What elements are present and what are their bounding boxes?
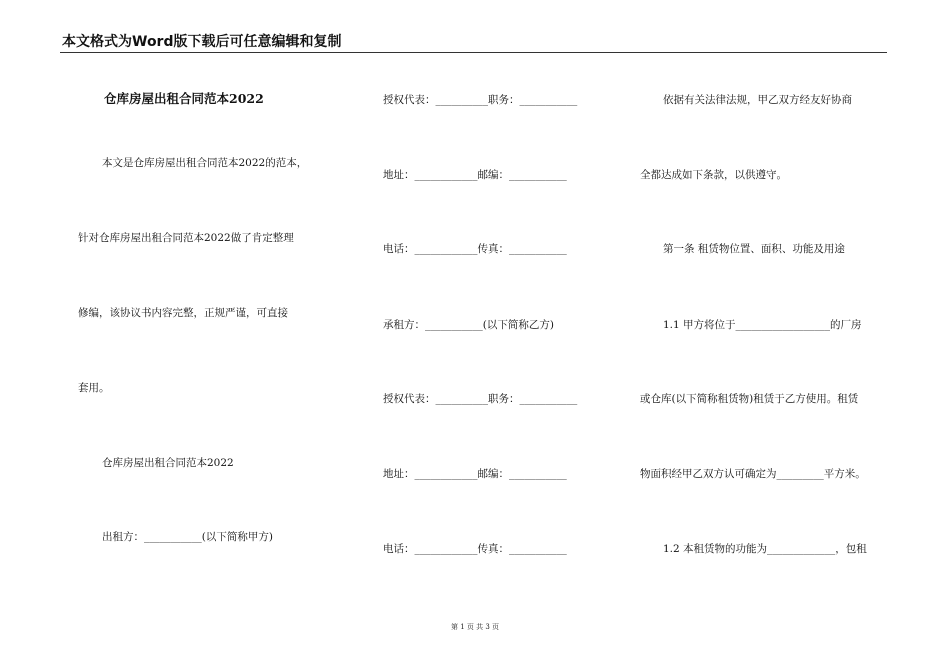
right-text-line: 物面积经甲乙双方认可确定为_________平方米。	[640, 468, 866, 480]
left-text-line: 仓库房屋出租合同范本2022	[102, 457, 234, 469]
left-text-line: 套用。	[78, 382, 110, 394]
right-text-line: 或仓库(以下简称租赁物)租赁于乙方使用。租赁	[640, 393, 859, 405]
middle-text-line: 授权代表：__________职务：___________	[383, 393, 578, 405]
left-text-line: 针对仓库房屋出租合同范本2022做了肯定整理	[78, 232, 294, 244]
right-text-line: 依据有关法律法规，甲乙双方经友好协商	[663, 94, 852, 106]
middle-text-line: 承租方：___________(以下简称乙方)	[383, 319, 554, 331]
middle-text-line: 授权代表：__________职务：___________	[383, 94, 578, 106]
left-text-line: 本文是仓库房屋出租合同范本2022的范本，	[102, 157, 308, 169]
right-text-line: 1.1 甲方将位于__________________的厂房	[663, 319, 862, 331]
left-text-line: 修编，该协议书内容完整，正规严谨，可直接	[78, 307, 288, 319]
header-divider	[60, 52, 887, 53]
page-header-title: 本文格式为Word版下载后可任意编辑和复制	[62, 34, 342, 50]
left-text-line: 出租方：___________(以下简称甲方)	[102, 531, 273, 543]
middle-text-line: 地址：____________邮编：___________	[383, 468, 567, 480]
page-number: 第 1 页 共 3 页	[450, 623, 500, 631]
right-text-line: 1.2 本租赁物的功能为_____________，包租	[663, 543, 867, 555]
document-title: 仓库房屋出租合同范本2022	[104, 91, 264, 106]
right-text-line: 第一条 租赁物位置、面积、功能及用途	[663, 243, 845, 255]
middle-text-line: 电话：____________传真：___________	[383, 243, 567, 255]
middle-text-line: 电话：____________传真：___________	[383, 543, 567, 555]
middle-text-line: 地址：____________邮编：___________	[383, 169, 567, 181]
right-text-line: 全都达成如下条款，以供遵守。	[640, 169, 787, 181]
